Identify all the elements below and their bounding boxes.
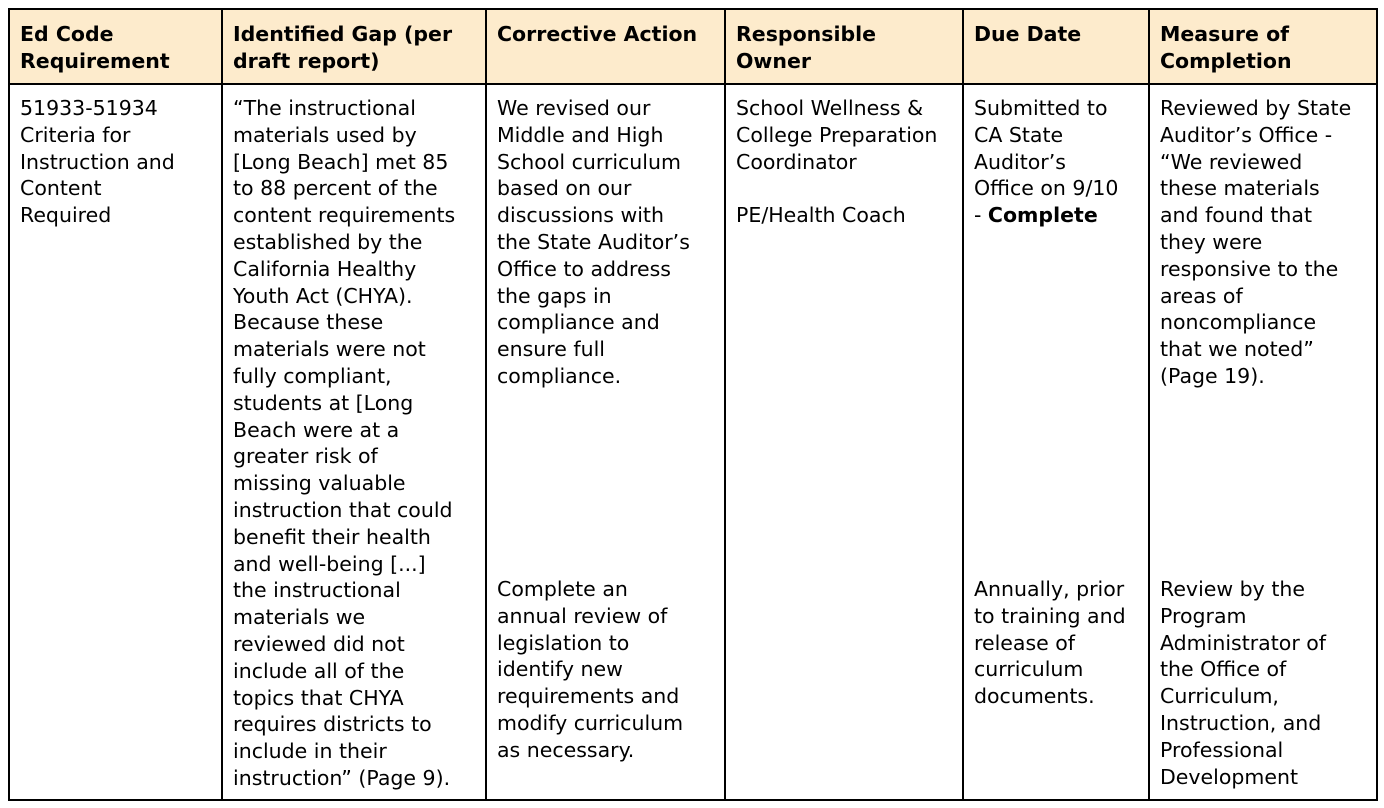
table-row [9, 84, 1377, 800]
ed-code-cell [9, 84, 222, 800]
corrective-action-table [8, 8, 1378, 801]
header-responsible-owner: Responsible Owner [725, 9, 963, 84]
header-corrective-action: Corrective Action [486, 9, 725, 84]
measure-of-completion-cell [1149, 84, 1377, 800]
header-identified-gap: Identified Gap (per draft report) [222, 9, 486, 84]
table-header-row [9, 9, 1377, 84]
due-date-1-text: Submitted to CA State Auditor’s Office on 9/10 - [974, 96, 1119, 228]
header-measure-of-completion: Measure of Completion [1149, 9, 1377, 84]
ed-code-text: 51933-51934 Criteria for Instruction and Content Required [20, 96, 175, 228]
due-date-2: Annually, prior to training and release of curriculum documents. [974, 577, 1126, 709]
measure-of-completion-1: Reviewed by State Auditor’s Office - “We reviewed these materials and found that they were responsive to the areas of noncompliance that we noted” (Page 19). [1160, 96, 1352, 388]
responsible-owner-text [736, 95, 958, 229]
header-ed-code-requirement: Ed Code Requirement [9, 9, 222, 84]
corrective-action-cell [486, 84, 725, 800]
due-date-cell [963, 84, 1149, 800]
identified-gap-text: “The instructional materials used by [Long Beach] met 85 to 88 percent of the content requirements established by the California Healthy Youth Act (CHYA). Because these materials were not fully compliant, students at [Long Beach were at a greater risk of missing valuable instruction that could benefit their health and well-being [...] the instructional materials we reviewed did not include all of the topics that CHYA requires districts to include in their instruction” (Page 9). [233, 96, 456, 790]
measure-of-completion-2: Review by the Program Administrator of the Office of Curriculum, Instruction, and Professional Development [1160, 577, 1327, 789]
complete-status: Complete [987, 203, 1098, 228]
corrective-action-1: We revised our Middle and High School curriculum based on our discussions with the State Auditor’s Office to address the gaps in compliance and ensure full compliance. [497, 96, 690, 388]
corrective-action-2: Complete an annual review of legislation to identify new requirements and modify curriculum as necessary. [497, 577, 684, 762]
identified-gap-cell [222, 84, 486, 800]
header-due-date: Due Date [963, 9, 1149, 84]
responsible-owner-2: PE/Health Coach [736, 203, 906, 228]
responsible-owner-1: School Wellness & College Preparation Coordinator [736, 96, 938, 174]
due-date-1 [974, 95, 1144, 229]
responsible-owner-cell [725, 84, 963, 800]
